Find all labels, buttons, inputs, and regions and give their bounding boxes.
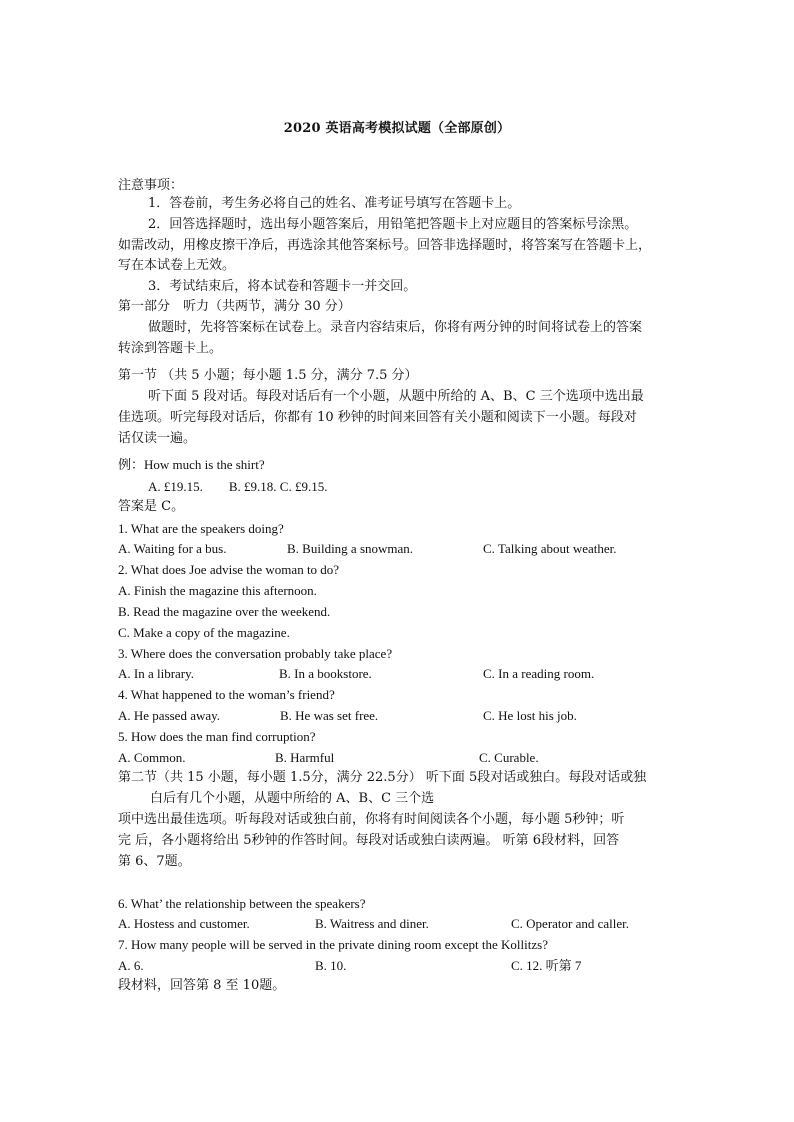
question-3-option-b: B. In a bookstore. [279, 666, 372, 681]
example-answer: 答案是 C。 [118, 499, 185, 514]
part1-intro-line-1: 做题时，先将答案标在试卷上。录音内容结束后，你将有两分钟的时间将试卷上的答案 [148, 320, 643, 335]
example-options: A. £19.15. B. £9.18. C. £9.15. [148, 479, 328, 494]
notice-item-2-line-3: 写在本试卷上无效。 [118, 258, 236, 273]
question-5-option-c: C. Curable. [479, 750, 539, 765]
section1-intro-line-2: 佳选项。听完每段对话后，你都有 10 秒钟的时间来回答有关小题和阅读下一小题。每段对 [118, 410, 637, 425]
question-6-option-a: A. Hostess and customer. [118, 916, 250, 931]
section1-heading: 第一节 （共 5 小题；每小题 1.5 分，满分 7.5 分） [118, 368, 418, 383]
question-7-option-b: B. 10. [315, 958, 347, 973]
tail-line: 段材料，回答第 8 至 10题。 [118, 978, 286, 993]
question-1: 1. What are the speakers doing? [118, 521, 284, 536]
section1-intro-line-1: 听下面 5 段对话。每段对话后有一个小题，从题中所给的 A、B、C 三个选项中选出最 [148, 389, 644, 404]
question-5: 5. How does the man find corruption? [118, 729, 316, 744]
question-2-option-a: A. Finish the magazine this afternoon. [118, 583, 317, 598]
question-4-option-b: B. He was set free. [280, 708, 379, 723]
notice-item-2-line-2: 如需改动，用橡皮擦干净后，再选涂其他答案标号。回答非选择题时，将答案写在答题卡上， [118, 238, 652, 253]
part1-intro-line-2: 转涂到答题卡上。 [118, 341, 223, 356]
question-7: 7. How many people will be served in the private dining room except the Kollitzs? [118, 937, 548, 952]
question-4: 4. What happened to the woman’s friend? [118, 687, 335, 702]
part1-heading: 第一部分 听力（共两节，满分 30 分） [118, 299, 351, 314]
question-6-option-c: C. Operator and caller. [511, 916, 630, 931]
question-2: 2. What does Joe advise the woman to do? [118, 562, 340, 577]
question-2-option-c: C. Make a copy of the magazine. [118, 625, 290, 640]
question-4-option-a: A. He passed away. [118, 708, 221, 723]
question-4-option-c: C. He lost his job. [483, 708, 577, 723]
notice-heading: 注意事项： [118, 178, 184, 193]
section2-line-5: 第 6、7题。 [118, 854, 191, 869]
page-title: 2020 英语高考模拟试题（全部原创） [283, 121, 511, 136]
notice-item-2-line-1: 2．回答选择题时，选出每小题答案后，用铅笔把答题卡上对应题目的答案标号涂黑。 [148, 217, 638, 232]
section2-line-4: 完 后，各小题将给出 5秒钟的作答时间。每段对话或独白读两遍。 听第 6段材料，回答 [118, 833, 620, 848]
question-1-option-a: A. Waiting for a bus. [118, 541, 227, 556]
question-3-option-c: C. In a reading room. [483, 666, 595, 681]
question-5-option-b: B. Harmful [275, 750, 335, 765]
question-7-option-a: A. 6. [118, 958, 144, 973]
question-7-option-c: C. 12. 听第 7 [511, 958, 582, 973]
section1-intro-line-3: 话仅读一遍。 [118, 431, 197, 446]
question-3: 3. Where does the conversation probably take place? [118, 646, 393, 661]
question-5-option-a: A. Common. [118, 750, 186, 765]
question-2-option-b: B. Read the magazine over the weekend. [118, 604, 331, 619]
section2-line-3: 项中选出最佳选项。听每段对话或独白前，你将有时间阅读各个小题，每小题 5秒钟；听 [118, 812, 625, 827]
example-question: 例：How much is the shirt? [118, 457, 265, 472]
notice-item-1: 1．答卷前，考生务必将自己的姓名、准考证号填写在答题卡上。 [148, 196, 521, 211]
question-1-option-b: B. Building a snowman. [287, 541, 414, 556]
section2-line-1: 第二节（共 15 小题，每小题 1.5分，满分 22.5分） 听下面 5段对话或独白。每段对话或独 [118, 770, 647, 785]
question-3-option-a: A. In a library. [118, 666, 195, 681]
question-6-option-b: B. Waitress and diner. [315, 916, 429, 931]
question-6: 6. What’ the relationship between the speakers? [118, 896, 366, 911]
section2-line-2: 白后有几个小题，从题中所给的 A、B、C 三个选 [150, 791, 435, 806]
notice-item-3: 3．考试结束后，将本试卷和答题卡一并交回。 [148, 279, 417, 294]
question-1-option-c: C. Talking about weather. [483, 541, 617, 556]
